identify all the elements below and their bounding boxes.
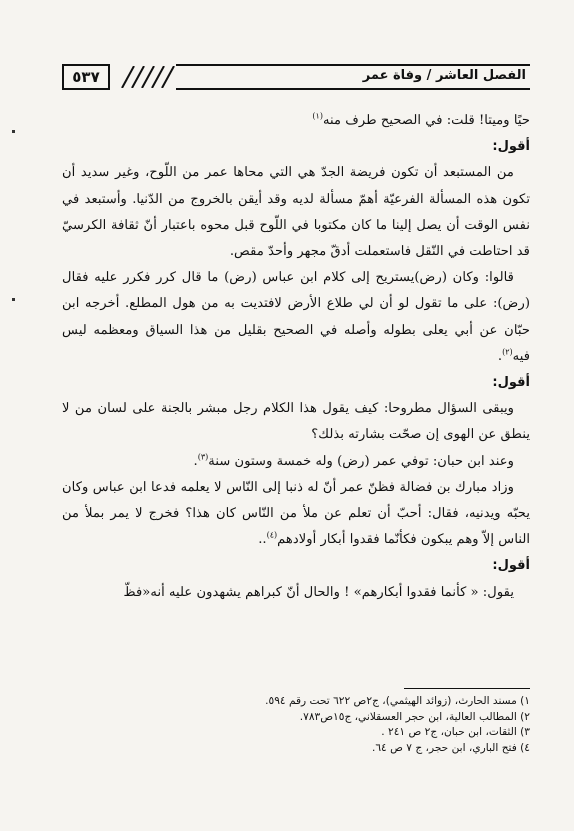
page-header [62,64,530,90]
margin-mark [12,130,15,133]
paragraph [62,449,530,475]
paragraph-tail: .. [258,532,267,548]
footnote-ref: (٤) [266,530,278,540]
paragraph-text: حيًا وميتا! قلت: في الصحيح طرف منه [322,113,530,128]
paragraph-text: من المستبعد أن تكون فريضة الجدّ هي التي محاها عمر من اللّوح، وغير سديد أن تكون هذه المسألة الفرعيّة أهمّ مسألة لديه وقد أيقن بالخروج من الدّنيا. وأستبعد في نفس الوقت أن يصل إلينا ما كان مكتوبا في اللّوح قبل محوه باعتبار أنّ ثقافة الكرسيّ قد احتاطت في النّقل فاستعملت أدقّ مجهر وأحدّ مقص. [62,165,530,260]
page-number: ٥٣٧ [62,64,110,90]
footnote-4: ٤) فتح الباري، ابن حجر، ج ٧ ص ٦٤. [371,741,530,754]
header-slashes-ornament [116,66,176,88]
section-heading: أقول: [492,558,530,574]
paragraph-text: وزاد مبارك بن فضالة فظنّ عمر أنّ له ذنبا إلى النّاس لا يعلمه فدعا ابن عباس وكان يحبّه ويدنيه، فقال: أحبّ أن تعلم عن ملأ من النّاس كان هذا؟ فخرج لا يمر بملأ من الناس إلاّ وهم يبكون فكأنّما فقدوا أبكار أولادهم [62,479,530,548]
footnote-ref: (١) [312,111,323,121]
footnote-2: ٢) المطالب العالية، ابن حجر العسقلاني، ج١٥ص٧٨٣. [299,710,530,723]
section-heading: أقول: [492,139,530,155]
paragraph [62,108,530,134]
footnote-1: ١) مسند الحارث، (زوائد الهيثمي)، ج٢ص ٦٢٢ تحت رقم ٥٩٤. [265,695,530,707]
paragraph [62,475,530,554]
paragraph [62,160,530,265]
paragraph [62,580,530,606]
footnote-separator [404,688,530,689]
paragraph-text: قالوا: وكان (رض)يستريح إلى كلام ابن عباس (رض) ما قال كرر فكرر عليه فقال (رض): على ما تقول لو أن لي طلاع الأرض لافتديت به من هول المطلع. أخرجه ابن حبّان عن أبي يعلى بطوله وأصله في الصحيح بقليل من هذا السياق ومعظمه ليس فيه [62,270,530,364]
footnotes [62,694,530,756]
margin-mark [12,298,15,301]
body-text [62,108,530,606]
chapter-title: الفصل العاشر / وفاة عمر [362,68,526,83]
paragraph [62,265,530,370]
header-rule-bottom [176,88,530,90]
section-heading: أقول: [492,375,530,391]
paragraph-text: ويبقى السؤال مطروحا: كيف يقول هذا الكلام رجل مبشر بالجنة على لسان من لا ينطق عن الهوى إن صحّت بشارته بذلك؟ [62,401,530,443]
paragraph-tail: . [193,453,198,469]
header-rule-top [176,64,530,66]
paragraph-text: وعند ابن حبان: توفي عمر (رض) وله خمسة وستون سنة [208,453,514,469]
paragraph [62,396,530,448]
paragraph-tail: . [497,348,503,364]
paragraph-text: يقول: « كأنما فقدوا أبكارهم» ! والحال أنّ كبراهم يشهدون عليه أنه«فظّ [123,584,514,600]
footnote-ref: (٣) [197,452,209,462]
footnote-3: ٣) الثقات، ابن حبان، ج٢ ص ٢٤١ . [381,726,530,738]
footnote-ref: (٢) [502,347,513,357]
